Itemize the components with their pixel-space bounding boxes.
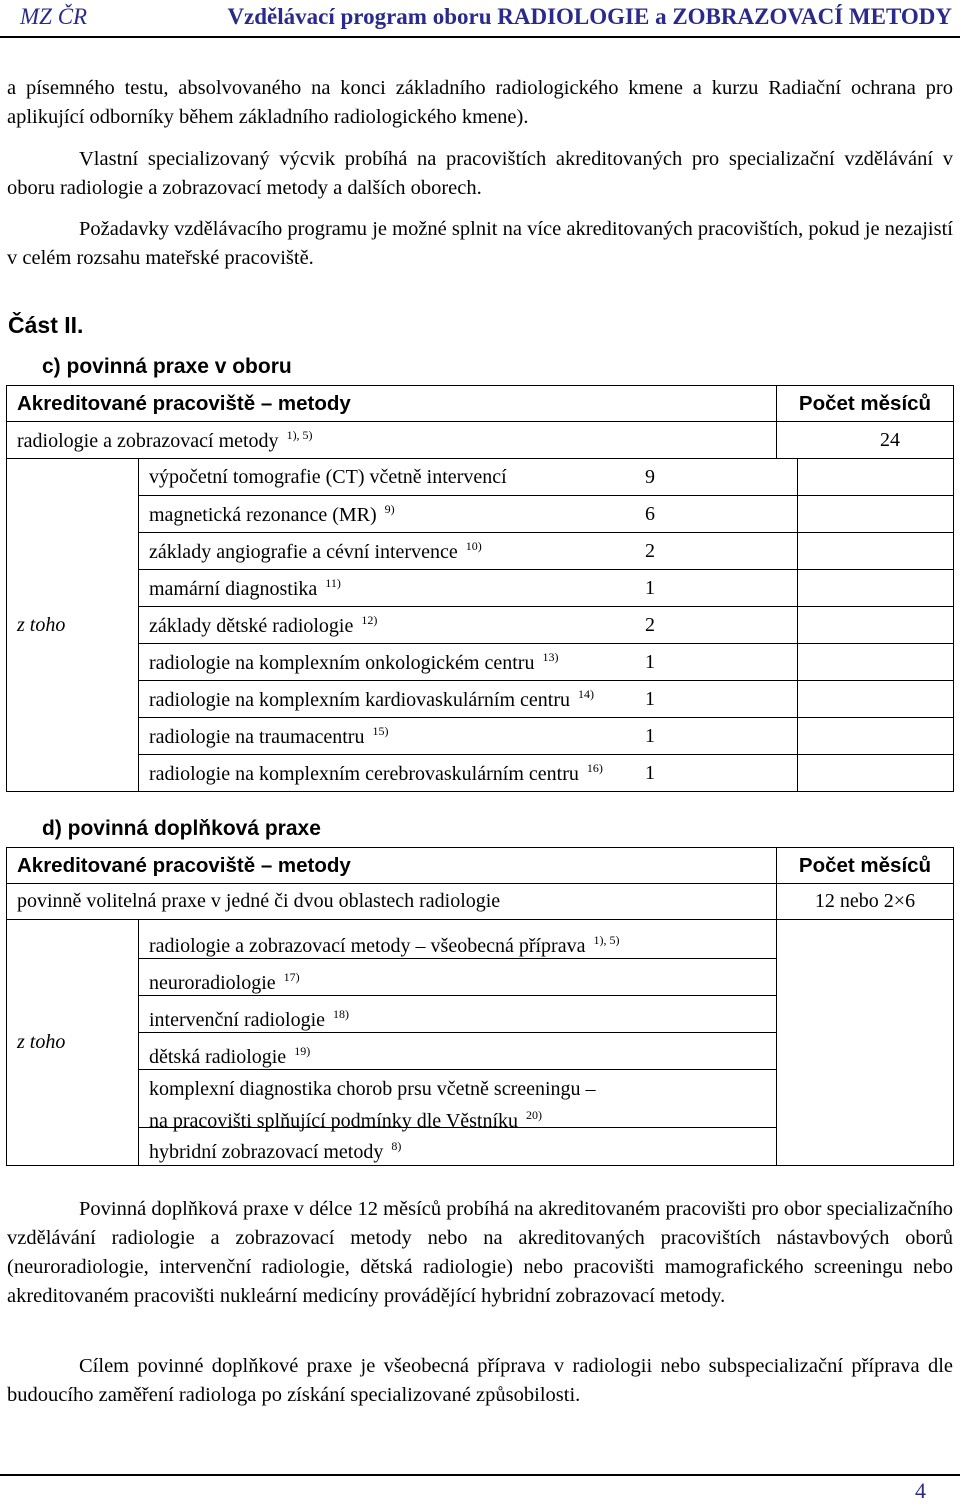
header-ministry: MZ ČR — [20, 4, 88, 29]
table-d-main-value: 12 nebo 2×6 — [777, 884, 954, 920]
table-c-subrow-label — [139, 761, 633, 786]
table-c-subrow — [139, 496, 953, 533]
table-c-subrow-text: radiologie na traumacentru — [149, 725, 365, 748]
table-c-subrow-label — [139, 687, 633, 712]
table-c-subrow-sup: 16) — [586, 760, 603, 775]
table-c-ztoho: z toho — [7, 459, 139, 792]
table-d-subrow-text: radiologie a zobrazovací metody – všeobecná příprava — [149, 934, 586, 957]
table-c-subrow-text: výpočetní tomografie (CT) včetně intervencí — [149, 465, 507, 488]
table-c-subrows-cell — [139, 459, 954, 792]
table-d-header-col2: Počet měsíců — [777, 848, 954, 884]
table-c-main-label: radiologie a zobrazovací metody — [17, 429, 279, 452]
outro-paragraph-1: Povinná doplňková praxe v délce 12 měsíců probíhá na akreditovaném pracovišti pro obor specializačního vzdělávání radiologie a zobrazovací metody nebo na akreditovaných pracovištích nástavbových oborů (neuroradiologie, intervenční radiologie, dětská radiologie) nebo pracovišti mamografického screeningu nebo akreditovaném pracovišti nukleární medicíny provádějící hybridní zobrazovací metody. — [7, 1198, 953, 1307]
table-c-subrow-value: 1 — [633, 681, 798, 717]
header-program-title: Vzdělávací program oboru RADIOLOGIE a ZOBRAZOVACÍ METODY — [227, 4, 952, 29]
table-c-subrow-sup: 12) — [361, 612, 378, 627]
table-d-subrow-text: neuroradiologie — [149, 971, 276, 994]
table-c-subrow — [139, 570, 953, 607]
table-d-subrow-sup: 1), 5) — [593, 932, 620, 947]
table-c-subrow — [139, 533, 953, 570]
table-c-main-value: 24 — [777, 422, 954, 459]
table-c-subrow-value: 9 — [633, 459, 798, 495]
table-d-subrow-sup: 19) — [294, 1043, 311, 1058]
table-c-subrow-value: 2 — [633, 533, 798, 569]
table-c-subrow-value: 1 — [633, 718, 798, 754]
header-divider — [0, 36, 960, 38]
table-d-subrow — [139, 996, 776, 1033]
table-c-subrow — [139, 718, 953, 755]
table-d-subrow-text: hybridní zobrazovací metody — [149, 1140, 384, 1163]
table-c-subrow-label — [139, 502, 633, 527]
table-c-subrow-label — [139, 613, 633, 638]
table-c-subrow-value: 6 — [633, 496, 798, 532]
table-d-subrow — [139, 922, 776, 959]
table-d-subrow-line1: komplexní diagnostika chorob prsu včetně screeningu – — [149, 1077, 596, 1100]
table-d-subrow-sup: 8) — [391, 1138, 402, 1153]
table-d-subrow — [139, 1033, 776, 1070]
table-c-subrow-label — [139, 539, 633, 564]
part-title: Část II. — [8, 312, 84, 338]
table-c-subrow-sup: 10) — [465, 538, 482, 553]
table-d-header-col1: Akreditované pracoviště – metody — [7, 848, 777, 884]
table-d-ztoho: z toho — [7, 920, 139, 1166]
table-c-subrow-text: mamární diagnostika — [149, 577, 318, 600]
table-c-subrow-text: radiologie na komplexním cerebrovaskulárním centru — [149, 762, 579, 785]
table-c-subrow — [139, 755, 953, 791]
footer-divider — [0, 1474, 960, 1476]
table-c-subrow — [139, 681, 953, 718]
table-c-subrow-sup: 9) — [384, 501, 395, 516]
table-d-subrows — [139, 922, 776, 1164]
table-c-subrow-sup: 15) — [372, 723, 389, 738]
table-d-subrow — [139, 1070, 776, 1132]
table-c-subrow-sup: 13) — [542, 649, 559, 664]
table-section-d — [6, 847, 954, 1166]
table-c-subrow-label — [139, 724, 633, 749]
table-d-subrow — [139, 959, 776, 996]
table-c-subrow-value: 1 — [633, 644, 798, 680]
table-d-empty-cell — [777, 920, 954, 1166]
table-c-main-label-cell — [7, 422, 777, 459]
intro-paragraph-2: Vlastní specializovaný výcvik probíhá na pracovištích akreditovaných pro specializační vzdělávání v oboru radiologie a zobrazovací metody a dalších oborech. — [7, 148, 953, 199]
table-d-subrows-cell — [139, 920, 777, 1166]
table-c-subrow — [139, 644, 953, 681]
table-c-subrow-value: 1 — [633, 755, 798, 791]
outro-paragraph-2: Cílem povinné doplňkové praxe je všeobecná příprava v radiologii nebo subspecializační příprava dle budoucího zaměření radiologa po získání specializované způsobilosti. — [7, 1355, 953, 1406]
section-d-title: d) povinná doplňková praxe — [42, 817, 321, 840]
table-d-subrow-text: intervenční radiologie — [149, 1008, 326, 1031]
table-c-subrow-text: radiologie na komplexním onkologickém centru — [149, 651, 535, 674]
table-c-subrow-label — [139, 466, 633, 489]
table-c-subrow-sup: 11) — [325, 575, 341, 590]
table-c-subrow-value: 1 — [633, 570, 798, 606]
table-c-subrow-sup: 14) — [578, 686, 594, 701]
table-d-subrow-line2-text: na pracovišti splňující podmínky dle Věstníku — [149, 1109, 519, 1132]
table-section-c — [6, 385, 954, 792]
table-c-subrow-text: magnetická rezonance (MR) — [149, 503, 377, 526]
table-d-subrow-text: dětská radiologie — [149, 1045, 287, 1068]
table-c-subrow-text: základy dětské radiologie — [149, 614, 354, 637]
table-d-main-label: povinně volitelná praxe v jedné či dvou oblastech radiologie — [7, 884, 777, 920]
table-d-subrow-sup: 17) — [283, 969, 300, 984]
table-c-subrow-text: radiologie na komplexním kardiovaskulárním centru — [149, 688, 570, 711]
table-c-subrow-value: 2 — [633, 607, 798, 643]
table-c-subrow-text: základy angiografie a cévní intervence — [149, 540, 458, 563]
table-c-subrow-label — [139, 650, 633, 675]
table-c-header-col2: Počet měsíců — [777, 386, 954, 422]
table-c-subrow — [139, 607, 953, 644]
table-d-subrow-sup: 18) — [333, 1006, 350, 1021]
table-c-subrow-label — [139, 576, 633, 601]
table-d-subrow-sup: 20) — [526, 1107, 543, 1122]
page-number: 4 — [915, 1478, 926, 1503]
section-c-title: c) povinná praxe v oboru — [42, 355, 292, 378]
table-c-subrow — [139, 459, 953, 496]
table-c-subrows — [139, 459, 953, 791]
table-c-header-col1: Akreditované pracoviště – metody — [7, 386, 777, 422]
intro-paragraph-3: Požadavky vzdělávacího programu je možné splnit na více akreditovaných pracovištích, pokud je nezajistí v celém rozsahu mateřské pracoviště. — [7, 218, 953, 269]
intro-paragraph-1: a písemného testu, absolvovaného na konci základního radiologického kmene a kurzu Radiační ochrana pro aplikující odborníky během základního radiologického kmene). — [7, 77, 953, 128]
table-c-main-sup: 1), 5) — [286, 427, 313, 442]
